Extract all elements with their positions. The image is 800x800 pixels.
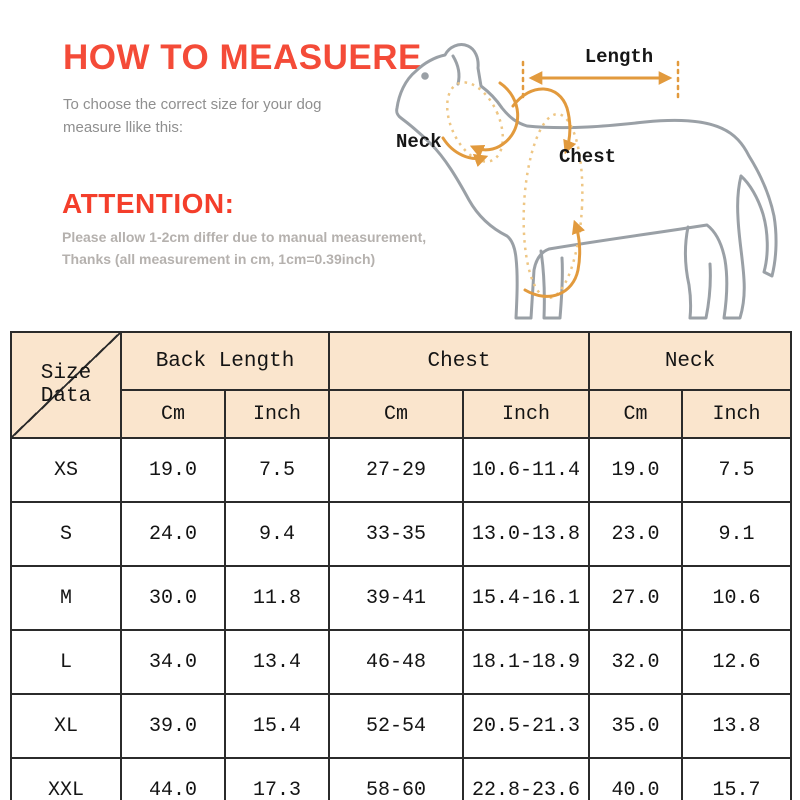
neck-cm-cell: 27.0 [589, 566, 682, 630]
unit-header-chest-cm: Cm [329, 390, 463, 438]
table-group-header-row [11, 332, 791, 390]
back-cm-cell: 24.0 [121, 502, 225, 566]
neck-inch-cell: 10.6 [682, 566, 791, 630]
length-label: Length [584, 46, 654, 68]
orange-annotations [443, 62, 678, 296]
neck-inch-cell: 15.7 [682, 758, 791, 800]
chest-inch-cell: 22.8-23.6 [463, 758, 589, 800]
subtitle-line1: To choose the correct size for your dog [63, 96, 322, 113]
neck-cm-cell: 32.0 [589, 630, 682, 694]
column-header-chest: Chest [329, 332, 589, 390]
size-cell: L [11, 630, 121, 694]
neck-dashed-ellipse [436, 74, 514, 170]
table-row [11, 438, 791, 502]
attention-note [62, 226, 426, 271]
unit-header-back-cm: Cm [121, 390, 225, 438]
dog-far-front-leg [541, 251, 562, 318]
neck-cm-cell: 35.0 [589, 694, 682, 758]
size-chart-table [10, 331, 792, 800]
chest-cm-cell: 58-60 [329, 758, 463, 800]
unit-header-neck-cm: Cm [589, 390, 682, 438]
neck-inch-cell: 7.5 [682, 438, 791, 502]
back-inch-cell: 17.3 [225, 758, 329, 800]
size-cell: M [11, 566, 121, 630]
attention-line1: Please allow 1-2cm differ due to manual measurement, [62, 229, 427, 245]
back-cm-cell: 19.0 [121, 438, 225, 502]
attention-heading: ATTENTION: [62, 188, 235, 219]
column-header-back-length: Back Length [121, 332, 329, 390]
neck-cm-cell: 40.0 [589, 758, 682, 800]
dog-eye [423, 74, 428, 79]
chest-label: Chest [559, 146, 617, 168]
neck-inch-cell: 13.8 [682, 694, 791, 758]
table-row [11, 566, 791, 630]
size-cell: XL [11, 694, 121, 758]
chest-cm-cell: 39-41 [329, 566, 463, 630]
chest-inch-cell: 10.6-11.4 [463, 438, 589, 502]
subtitle [63, 93, 321, 140]
neck-cm-cell: 19.0 [589, 438, 682, 502]
dog-outline-drawing [397, 45, 776, 318]
chest-cm-cell: 46-48 [329, 630, 463, 694]
page-title: HOW TO MEASUERE [63, 38, 422, 77]
subtitle-line2: measure llike this: [63, 119, 184, 137]
column-header-neck: Neck [589, 332, 791, 390]
chest-inch-cell: 20.5-21.3 [463, 694, 589, 758]
back-inch-cell: 13.4 [225, 630, 329, 694]
chest-cm-cell: 27-29 [329, 438, 463, 502]
chest-inch-cell: 18.1-18.9 [463, 630, 589, 694]
table-row [11, 694, 791, 758]
back-cm-cell: 44.0 [121, 758, 225, 800]
back-cm-cell: 34.0 [121, 630, 225, 694]
corner-label: Size Data [40, 362, 92, 408]
dog-far-hind-leg [685, 227, 710, 318]
size-cell: XS [11, 438, 121, 502]
chest-cm-cell: 33-35 [329, 502, 463, 566]
neck-inch-cell: 12.6 [682, 630, 791, 694]
back-cm-cell: 30.0 [121, 566, 225, 630]
back-inch-cell: 15.4 [225, 694, 329, 758]
chest-arch-arrow-top [513, 89, 570, 151]
neck-label: Neck [396, 131, 442, 153]
chest-inch-cell: 15.4-16.1 [463, 566, 589, 630]
dashed-measure-loops [436, 74, 587, 300]
dog-body-outline [397, 45, 776, 318]
back-inch-cell: 7.5 [225, 438, 329, 502]
size-data-corner-cell [11, 332, 121, 438]
table-row [11, 630, 791, 694]
neck-inch-cell: 9.1 [682, 502, 791, 566]
size-cell: XXL [11, 758, 121, 800]
dog-ear-inner-line [453, 56, 459, 84]
chest-cm-cell: 52-54 [329, 694, 463, 758]
unit-header-back-inch: Inch [225, 390, 329, 438]
attention-line2: Thanks (all measurement in cm, 1cm=0.39inch) [62, 251, 376, 268]
neck-cm-cell: 23.0 [589, 502, 682, 566]
table-row [11, 758, 791, 800]
unit-header-neck-inch: Inch [682, 390, 791, 438]
table-row [11, 502, 791, 566]
back-inch-cell: 11.8 [225, 566, 329, 630]
back-inch-cell: 9.4 [225, 502, 329, 566]
back-cm-cell: 39.0 [121, 694, 225, 758]
chest-inch-cell: 13.0-13.8 [463, 502, 589, 566]
table-unit-header-row [11, 390, 791, 438]
size-cell: S [11, 502, 121, 566]
dog-measurement-diagram [383, 26, 800, 331]
unit-header-chest-inch: Inch [463, 390, 589, 438]
